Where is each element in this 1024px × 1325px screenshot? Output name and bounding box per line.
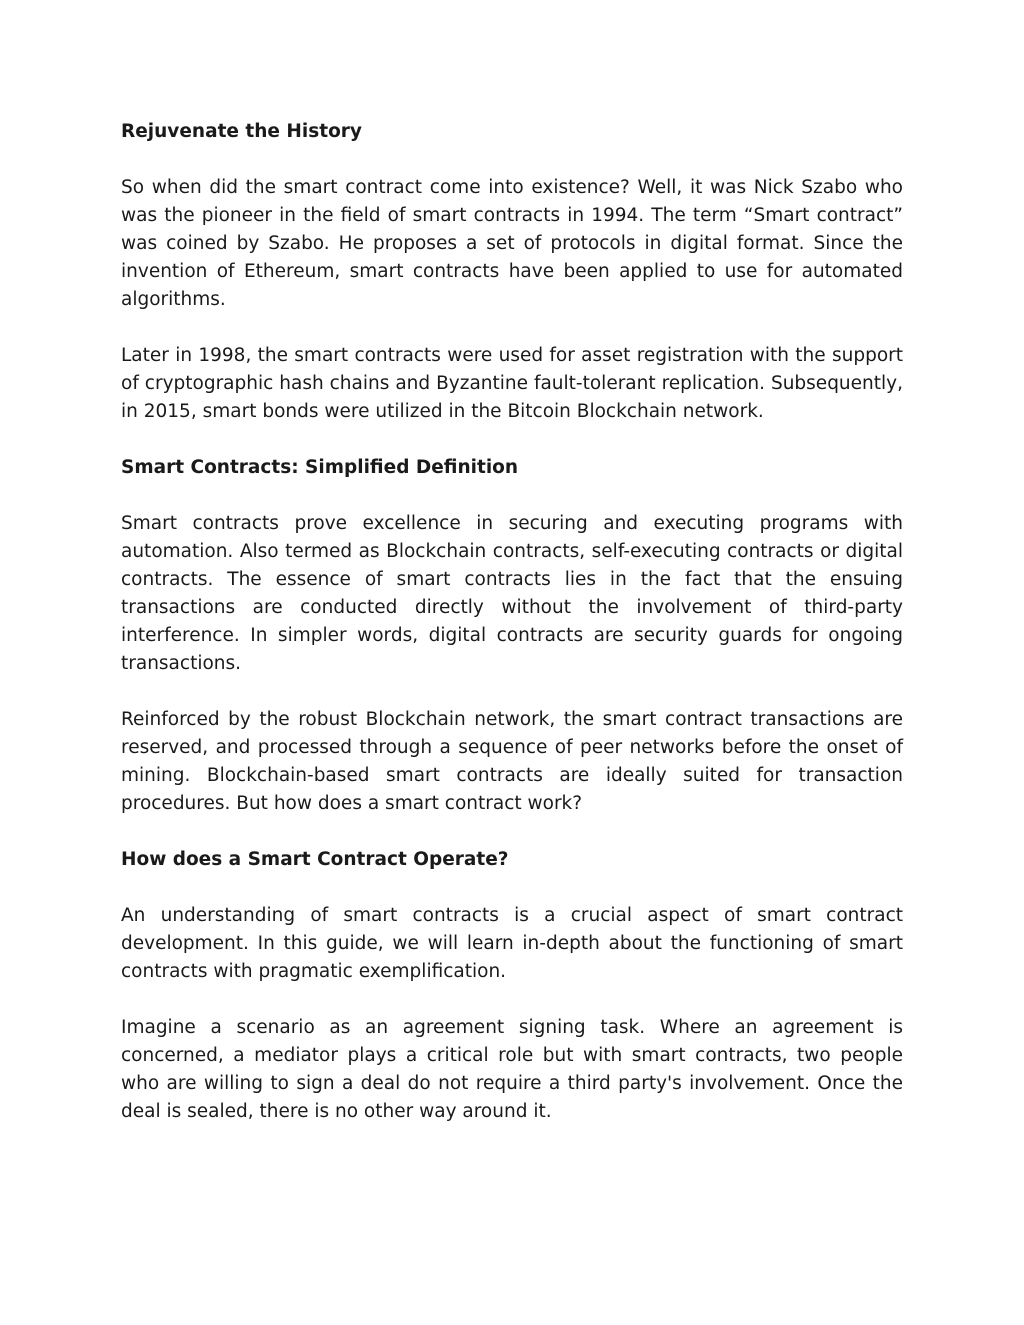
- paragraph: Later in 1998, the smart contracts were used for asset registration with the support of cryptographic hash chains and Byzantine fault-tolerant replication. Subsequently, in 2015, smart bonds were utilized in the Bitcoin Blockchain network.: [121, 345, 903, 422]
- section-definition: [121, 454, 903, 818]
- section-operation: [121, 846, 903, 1126]
- document-page: [121, 118, 903, 1154]
- paragraph: Smart contracts prove excellence in securing and executing programs with automation. Also termed as Blockchain contracts, self-executing contracts or digital contracts. The essence of smart contracts lies in the fact that the ensuing transactions are conducted directly without the involvement of third-party interference. In simpler words, digital contracts are security guards for ongoing transactions.: [121, 513, 903, 674]
- section-heading: How does a Smart Contract Operate?: [121, 849, 509, 870]
- paragraph: So when did the smart contract come into existence? Well, it was Nick Szabo who was the pioneer in the field of smart contracts in 1994. The term “Smart contract” was coined by Szabo. He proposes a set of protocols in digital format. Since the invention of Ethereum, smart contracts have been applied to use for automated algorithms.: [121, 177, 903, 310]
- paragraph: An understanding of smart contracts is a crucial aspect of smart contract development. In this guide, we will learn in-depth about the functioning of smart contracts with pragmatic exemplification.: [121, 905, 903, 982]
- section-history: [121, 118, 903, 426]
- paragraph: Reinforced by the robust Blockchain network, the smart contract transactions are reserved, and processed through a sequence of peer networks before the onset of mining. Blockchain-based smart contracts are ideally suited for transaction procedures. But how does a smart contract work?: [121, 709, 903, 814]
- section-heading: Smart Contracts: Simplified Definition: [121, 457, 519, 478]
- section-heading: Rejuvenate the History: [121, 121, 362, 142]
- paragraph: Imagine a scenario as an agreement signing task. Where an agreement is concerned, a mediator plays a critical role but with smart contracts, two people who are willing to sign a deal do not require a third party's involvement. Once the deal is sealed, there is no other way around it.: [121, 1017, 903, 1122]
